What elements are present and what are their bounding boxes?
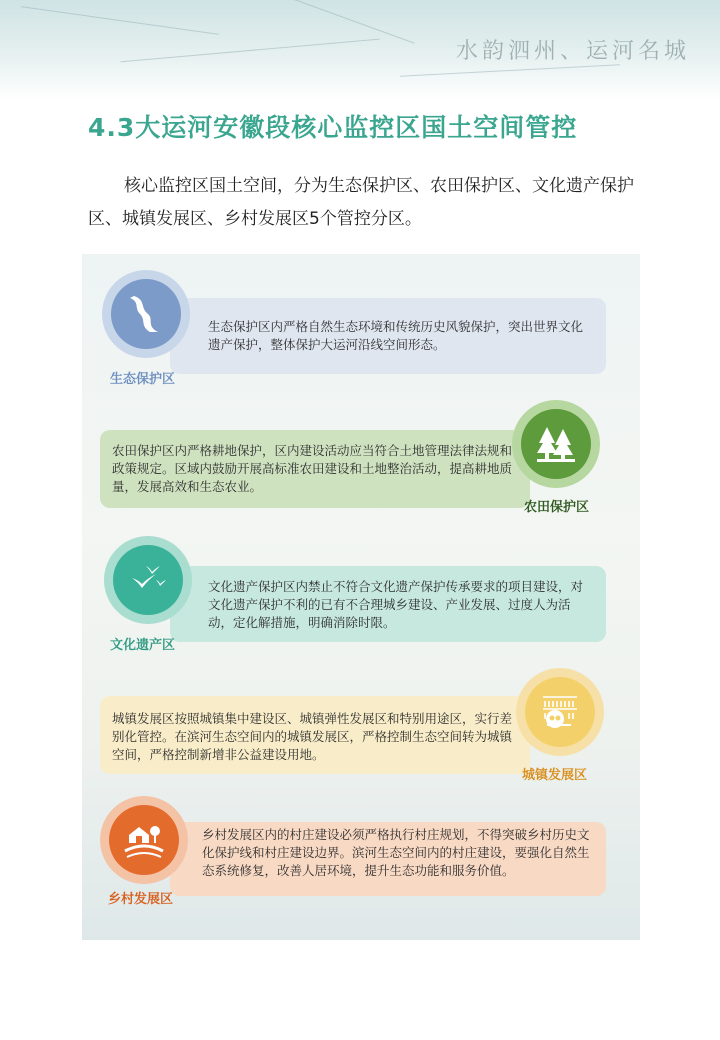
zone-label: 文化遗产区 — [110, 638, 176, 653]
zone-label: 生态保护区 — [110, 372, 176, 387]
section-intro: 核心监控区国土空间，分为生态保护区、农田保护区、文化遗产保护区、城镇发展区、乡村发展区5个管控分区。 — [88, 176, 634, 229]
zone-badge-farmland — [512, 400, 600, 488]
zone-text: 农田保护区内严格耕地保护，区内建设活动应当符合土地管理法律法规和政策规定。区域内鼓励开展高标准农田建设和土地整治活动，提高耕地质量，发展高效和生态农业。 — [112, 443, 513, 494]
zone-label: 城镇发展区 — [522, 768, 588, 783]
section-title: 4.3大运河安徽段核心监控区国土空间管控 — [88, 113, 578, 142]
zone-text: 文化遗产保护区内禁止不符合文化遗产保护传承要求的项目建设，对文化遗产保护不利的已有不合理城乡建设、产业发展、过度人为活动，定化解措施，明确消除时限。 — [208, 579, 584, 630]
zone-card-ecology — [170, 298, 606, 374]
header-slogan: 水韵泗州、运河名城 — [455, 39, 690, 64]
zone-label: 农田保护区 — [524, 500, 590, 515]
river-icon — [111, 279, 181, 349]
zone-badge-ecology — [102, 270, 190, 358]
zone-badge-village — [100, 796, 188, 884]
trees-icon — [521, 409, 591, 479]
header-banner — [0, 0, 720, 100]
zone-label: 乡村发展区 — [108, 892, 174, 907]
town-icon — [525, 677, 595, 747]
zone-text: 乡村发展区内的村庄建设必须严格执行村庄规划，不得突破乡村历史文化保护线和村庄建设边界。滨河生态空间内的村庄建设，要强化自然生态系统修复，改善人居环境，提升生态功能和服务价值。 — [202, 827, 590, 878]
zone-text: 城镇发展区按照城镇集中建设区、城镇弹性发展区和特别用途区，实行差别化管控。在滨河生态空间内的城镇发展区，严格控制生态空间转为城镇空间，严格控制新增非公益建设用地。 — [112, 711, 513, 762]
zone-card-farmland — [100, 430, 530, 508]
village-icon — [109, 805, 179, 875]
zone-text: 生态保护区内严格自然生态环境和传统历史风貌保护，突出世界文化遗产保护，整体保护大运河沿线空间形态。 — [208, 319, 584, 352]
birds-icon — [113, 545, 183, 615]
zone-badge-heritage — [104, 536, 192, 624]
zone-badge-town — [516, 668, 604, 756]
zone-card-heritage — [170, 566, 606, 642]
zone-card-town — [100, 696, 530, 774]
zone-card-village — [170, 822, 606, 896]
